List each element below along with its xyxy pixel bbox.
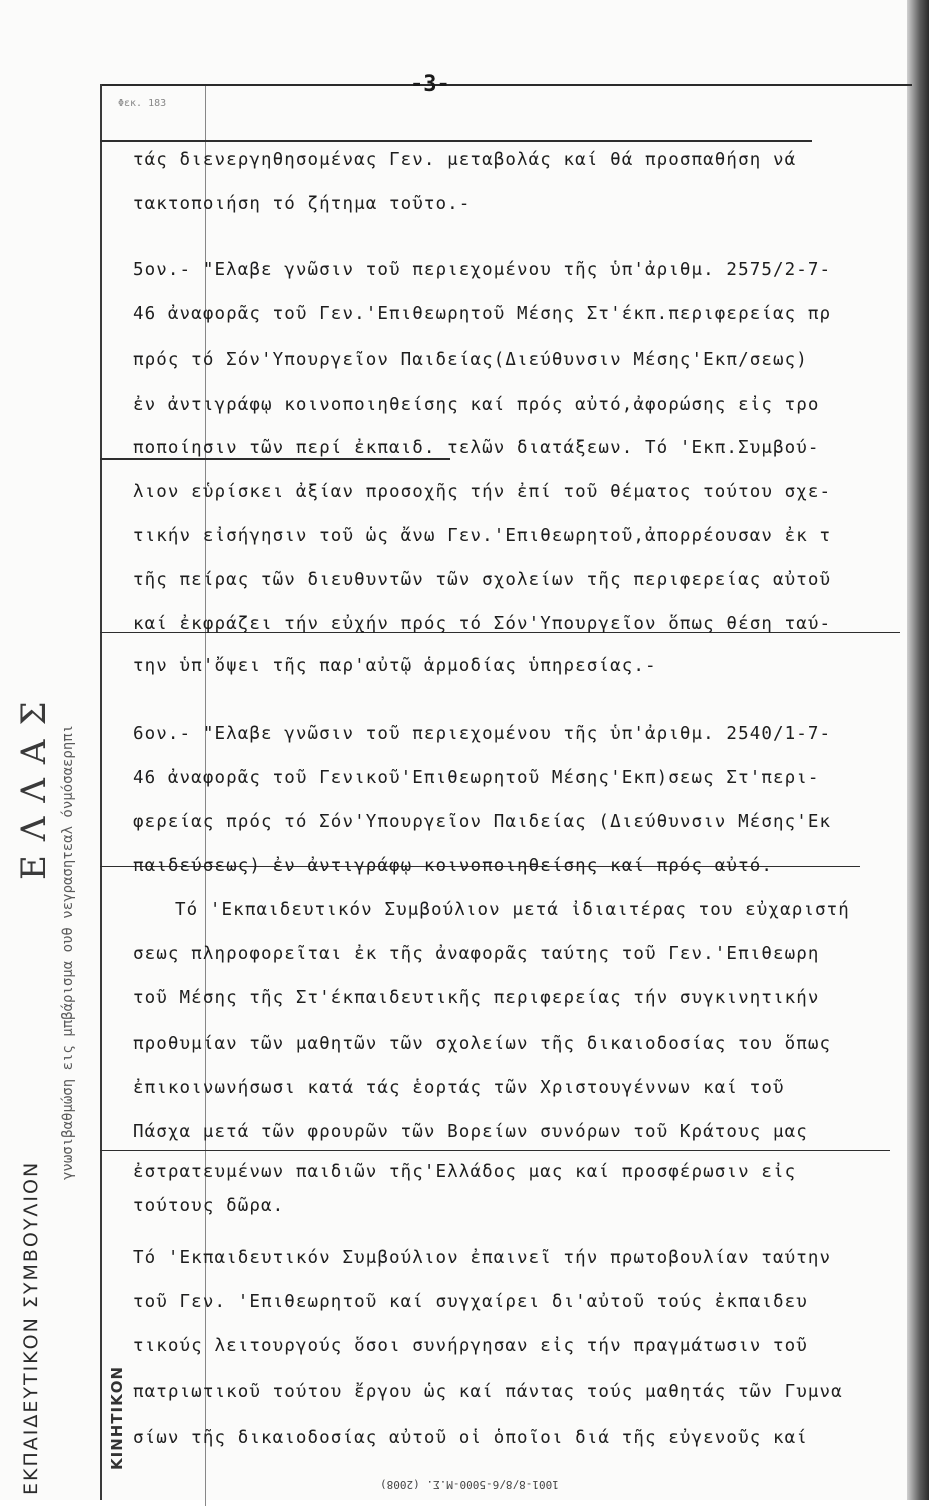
text-line: τοῦ Μέσης τῆς Στ'έκπαιδευτικῆς περιφερείας τήν συγκινητικήν (133, 988, 820, 1008)
margin-note: γνωσιβαθμώση εις μπβάρισμα ουθ νεγρασητεαλ όνμόσαερηπι (60, 724, 76, 1180)
text-line: τούτους δῶρα. (133, 1196, 285, 1216)
text-line: τακτοποιήση τό ζήτημα τοῦτο.- (133, 194, 471, 214)
text-line: την ὑπ'ὄψει τῆς παρ'αὐτῷ ἁρμοδίας ὑπηρεσίας.- (133, 656, 657, 676)
margin-seal-text: ΕΛΛΑΣ (14, 687, 54, 880)
text-line: τοῦ Γεν. 'Επιθεωρητοῦ καί συγχαίρει δι'αὐτοῦ τούς ἐκπαιδευ (133, 1292, 808, 1312)
text-line: παιδεύσεως) ἐν ἀντιγράφῳ κοινοποιηθείσης καί πρός αὐτό. (133, 856, 773, 876)
text-line: 5ον.- "Ελαβε γνῶσιν τοῦ περιεχομένου τῆς ὑπ'ἀριθμ. 2575/2-7- (133, 260, 832, 280)
text-line: φερείας πρός τό Σόν'Υπουργεῖον Παιδείας (Διεύθυνσιν Μέσης'Εκ (133, 812, 832, 832)
ministry-line-1 (0, 450, 2, 655)
frame-top-rule (100, 84, 912, 86)
text-line: Πάσχα μετά τῶν φρουρῶν τῶν Βορείων συνόρων τοῦ Κράτους μας (133, 1122, 808, 1142)
page-number: -3- (410, 72, 450, 97)
frame-left-rule (100, 84, 102, 1500)
text-line: Τό 'Εκπαιδευτικόν Συμβούλιον μετά ἰδιαιτέρας του εὐχαριστή (175, 900, 850, 920)
text-line: τῆς πείρας τῶν διευθυντῶν τῶν σχολείων τῆς περιφερείας αὐτοῦ (133, 570, 832, 590)
text-line: ἐστρατευμένων παιδιῶν τῆς'Ελλάδος μας καί προσφέρωσιν εἰς (133, 1162, 797, 1182)
text-line: 46 ἀναφορᾶς τοῦ Γεν.'Επιθεωρητοῦ Μέσης Στ'έκπ.περιφερείας πρ (133, 304, 832, 324)
margin-office-title: ΕΚΠΑΙΔΕΥΤΙΚΟΝ ΣΥΜΒΟΥΛΙΟΝ (20, 1160, 42, 1495)
section-rule (100, 1150, 890, 1151)
text-line: τικήν εἰσήγησιν τοῦ ὡς ἄνω Γεν.'Επιθεωρητοῦ,ἀπορρέουσαν ἐκ τ (133, 526, 832, 546)
text-line: σεως πληροφορεῖται ἐκ τῆς ἀναφορᾶς ταύτης τοῦ Γεν.'Επιθεωρη (133, 944, 820, 964)
header-code: Φεκ. 183 (118, 98, 167, 109)
text-line: προθυμίαν τῶν μαθητῶν τῶν σχολείων τῆς δικαιοδοσίας του ὅπως (133, 1034, 832, 1054)
text-line: καί ἐκφράζει τήν εὐχήν πρός τό Σόν'Υπουργεῖον ὅπως θέση ταύ- (133, 614, 832, 634)
text-line: 46 ἀναφορᾶς τοῦ Γενικοῦ'Επιθεωρητοῦ Μέσης'Εκπ)σεως Στ'περι- (133, 768, 820, 788)
margin-vertical-label: ΚΙΝΗΤΙΚΟΝ (108, 1365, 126, 1470)
text-line: ἐν ἀντιγράφῳ κοινοποιηθείσης καί πρός αὐτό,ἀφορώσης εἰς τρο (133, 395, 820, 415)
scan-edge (907, 0, 929, 1500)
text-line: σίων τῆς δικαιοδοσίας αὐτοῦ οἱ ὁποῖοι διά τῆς εὐγενοῦς καί (133, 1428, 808, 1448)
text-line: ἐπικοινωνήσωσι κατά τάς ἑορτάς τῶν Χριστουγέννων καί τοῦ (133, 1078, 785, 1098)
header-rule (100, 140, 812, 142)
section-rule (100, 458, 450, 460)
text-line: τικούς λειτουργούς ὅσοι συνήργησαν εἰς τήν πραγμάτωσιν τοῦ (133, 1336, 808, 1356)
text-line: Τό 'Εκπαιδευτικόν Συμβούλιον ἐπαινεῖ τήν πρωτοβουλίαν ταύτην (133, 1248, 832, 1268)
text-line: πατριωτικοῦ τούτου ἔργου ὡς καί πάντας τούς μαθητάς τῶν Γυμνα (133, 1382, 843, 1402)
text-line: πρός τό Σόν'Υπουργεῖον Παιδείας(Διεύθυνσιν Μέσης'Εκπ/σεως) (133, 350, 808, 370)
text-line: τάς διενεργηθησομένας Γεν. μεταβολάς καί θά προσπαθήση νά (133, 150, 797, 170)
footer-printer-mark: 1001-8/8/6-5000-Μ.Σ. (2008) (380, 1478, 559, 1491)
text-line: 6ον.- "Ελαβε γνῶσιν τοῦ περιεχομένου τῆς ὑπ'ἀριθμ. 2540/1-7- (133, 724, 832, 744)
text-line: λιον εὑρίσκει ἀξίαν προσοχῆς τήν ἐπί τοῦ θέματος τούτου σχε- (133, 482, 832, 502)
margin-ministry-title (0, 450, 2, 655)
text-line: ποποίησιν τῶν περί ἐκπαιδ. τελῶν διατάξεων. Τό 'Εκπ.Συμβού- (133, 438, 820, 458)
